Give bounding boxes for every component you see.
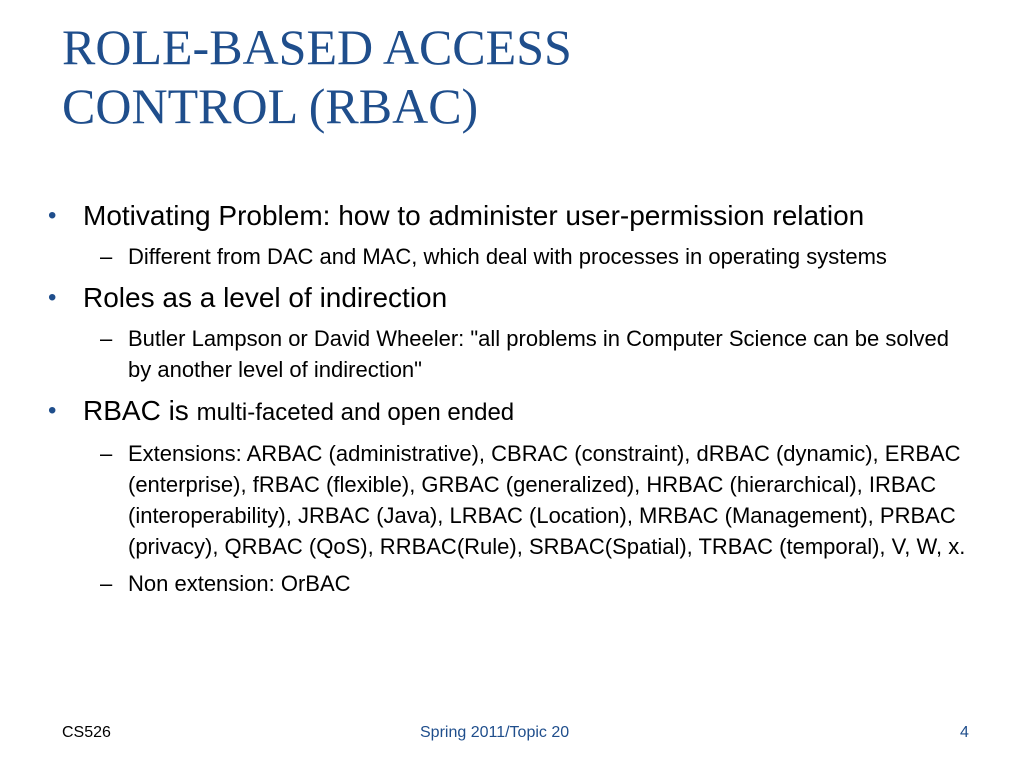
slide-body — [48, 196, 978, 605]
slide-title-line-1: ROLE-BASED ACCESS — [62, 19, 572, 75]
bullet-item — [48, 278, 978, 318]
dash-marker: – — [100, 244, 113, 269]
footer-page-number: 4 — [960, 724, 969, 741]
sub-bullet-text: Extensions: ARBAC (administrative), CBRAC (constraint), dRBAC (dynamic), ERBAC (enterprise), fRBAC (flexible), GRBAC (generalized), HRBAC (hierarchical), IRBAC (interoperability), JRBAC (Java), LRBAC (Location), MRBAC (Management), PRBAC (privacy), QRBAC (QoS), RRBAC(Rule), SRBAC(Spatial), TRBAC (temporal), V, W, x. — [128, 441, 966, 559]
sub-bullet-text: Non extension: OrBAC — [128, 571, 351, 596]
sub-bullet-text: Different from DAC and MAC, which deal with processes in operating systems — [128, 244, 887, 269]
sub-bullet-text: Butler Lampson or David Wheeler: "all problems in Computer Science can be solved by another level of indirection" — [128, 326, 949, 382]
sub-bullet-item — [48, 568, 978, 599]
slide-title-line-2: CONTROL (RBAC) — [62, 78, 479, 134]
bullet-item — [48, 196, 978, 236]
footer-course: CS526 — [62, 724, 111, 741]
sub-bullet-item — [48, 241, 978, 272]
bullet-text-large: RBAC is — [83, 395, 189, 426]
dash-marker: – — [100, 571, 113, 596]
bullet-marker: • — [48, 284, 57, 311]
bullet-text: Motivating Problem: how to administer user-permission relation — [83, 200, 865, 231]
bullet-marker: • — [48, 202, 57, 229]
bullet-text-small: multi-faceted and open ended — [196, 399, 515, 426]
bullet-item — [48, 391, 978, 433]
dash-marker: – — [100, 326, 113, 351]
bullet-text: Roles as a level of indirection — [83, 282, 448, 313]
dash-marker: – — [100, 441, 113, 466]
sub-bullet-item — [48, 438, 978, 562]
footer-topic: Spring 2011/Topic 20 — [420, 724, 570, 741]
bullet-marker: • — [48, 397, 57, 424]
sub-bullet-item — [48, 323, 978, 385]
slide-title — [62, 18, 962, 136]
